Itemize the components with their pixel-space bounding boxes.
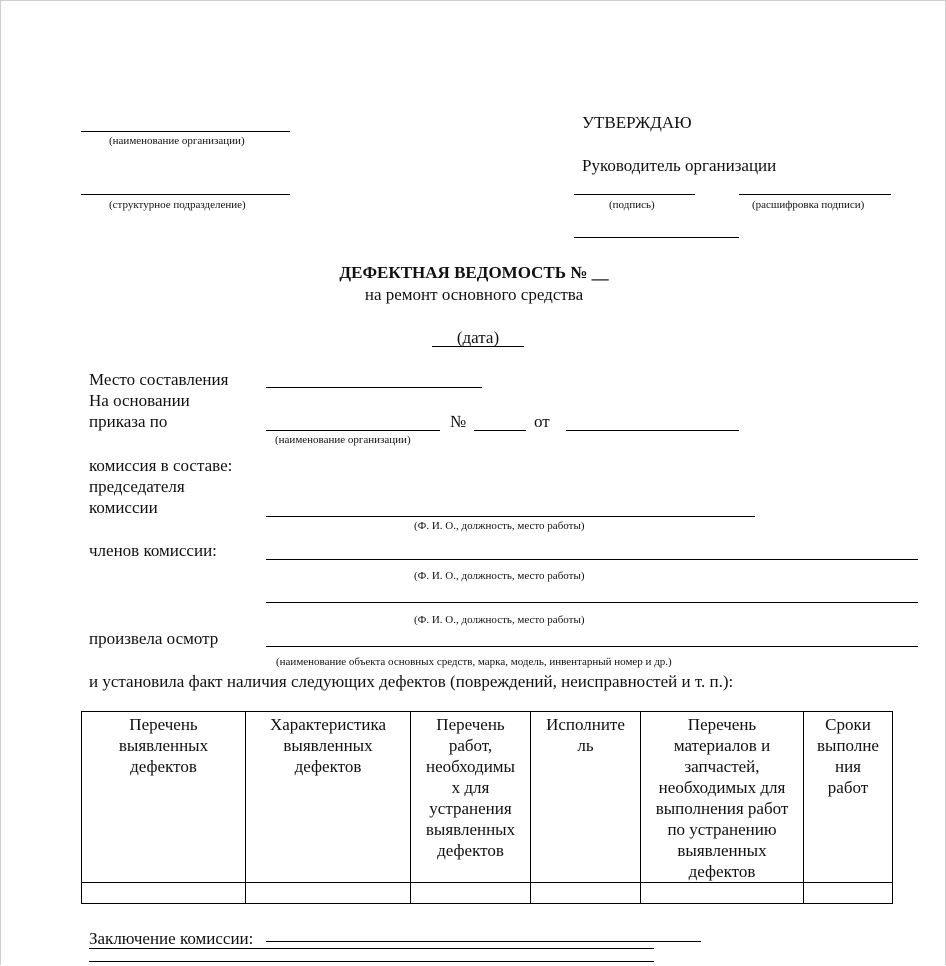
header-line: выполне xyxy=(817,736,879,755)
basis-org-line[interactable] xyxy=(266,430,440,431)
table-cell[interactable] xyxy=(804,883,893,904)
conclusion-line-1[interactable] xyxy=(266,941,701,942)
header-line: Исполните xyxy=(546,715,625,734)
signature-line[interactable] xyxy=(574,194,695,195)
dept-name-line[interactable] xyxy=(81,194,290,195)
table-cell[interactable] xyxy=(641,883,804,904)
table-row xyxy=(82,883,893,904)
dept-name-caption: (структурное подразделение) xyxy=(109,199,246,211)
conclusion-line-3[interactable] xyxy=(89,961,654,962)
commission-label: комиссия в составе: xyxy=(89,456,233,475)
header-line: запчастей, xyxy=(684,757,760,776)
col-header-executor xyxy=(531,712,641,883)
defects-table xyxy=(81,711,893,904)
inspected-object-line[interactable] xyxy=(266,646,918,647)
header-line: выявленных xyxy=(677,841,767,860)
header-line: Сроки xyxy=(825,715,871,734)
members-label: членов комиссии: xyxy=(89,541,217,560)
table-cell[interactable] xyxy=(82,883,246,904)
header-line: необходимых для xyxy=(658,778,786,797)
header-line: Перечень xyxy=(436,715,505,734)
chair-label-2: комиссии xyxy=(89,498,158,517)
header-line: устранения xyxy=(429,799,512,818)
approval-role: Руководитель организации xyxy=(582,156,777,175)
chair-fio-caption: (Ф. И. О., должность, место работы) xyxy=(414,520,585,532)
member-line-2[interactable] xyxy=(266,602,918,603)
chair-label-1: председателя xyxy=(89,477,185,496)
header-line: материалов и xyxy=(673,736,771,755)
header-line: выявленных xyxy=(425,820,516,839)
header-line: необходимы xyxy=(426,757,515,776)
header-line: дефектов xyxy=(688,862,756,881)
established-text: и установила факт наличия следующих дефектов (повреждений, неисправностей и т. п.): xyxy=(89,672,734,691)
signature-decoding-line[interactable] xyxy=(739,194,891,195)
order-number-line[interactable] xyxy=(474,430,526,431)
header-line: Перечень xyxy=(129,715,198,734)
document-date-label: (дата) xyxy=(456,328,500,347)
member-fio-caption-1: (Ф. И. О., должность, место работы) xyxy=(414,570,585,582)
table-cell[interactable] xyxy=(411,883,531,904)
col-header-works-list xyxy=(411,712,531,883)
basis-label-1: На основании xyxy=(89,391,190,410)
header-line: дефектов xyxy=(437,841,504,860)
header-line: по устранению xyxy=(667,820,777,839)
header-line: выявленных xyxy=(283,736,373,755)
inspected-label: произвела осмотр xyxy=(89,629,219,648)
header-line: дефектов xyxy=(294,757,362,776)
table-cell[interactable] xyxy=(246,883,411,904)
header-line: Перечень xyxy=(687,715,757,734)
approval-date-line[interactable] xyxy=(574,237,739,238)
place-line[interactable] xyxy=(266,387,482,388)
header-line: х для xyxy=(451,778,490,797)
conclusion-line-2[interactable] xyxy=(89,948,654,949)
header-line: выявленных xyxy=(118,736,209,755)
document-subtitle: на ремонт основного средства xyxy=(364,285,584,304)
signature-decoding-caption: (расшифровка подписи) xyxy=(752,199,865,211)
inspected-object-caption: (наименование объекта основных средств, марка, модель, инвентарный номер и др.) xyxy=(276,656,672,668)
basis-label-2: приказа по xyxy=(89,412,168,431)
header-line: ль xyxy=(577,736,594,755)
col-header-defects-list xyxy=(82,712,246,883)
conclusion-label: Заключение комиссии: xyxy=(89,929,254,948)
header-line: Характеристика xyxy=(269,715,387,734)
chair-line[interactable] xyxy=(266,516,755,517)
header-line: работ, xyxy=(448,736,493,755)
order-number-sign: № xyxy=(450,412,467,431)
signature-caption: (подпись) xyxy=(609,199,655,211)
approval-title: УТВЕРЖДАЮ xyxy=(582,113,692,132)
order-date-line[interactable] xyxy=(566,430,739,431)
col-header-materials-list xyxy=(641,712,804,883)
document-title: ДЕФЕКТНАЯ ВЕДОМОСТЬ № __ xyxy=(339,263,609,282)
col-header-deadlines xyxy=(804,712,893,883)
header-line: работ xyxy=(827,778,869,797)
member-line-1[interactable] xyxy=(266,559,918,560)
table-header-row xyxy=(82,712,893,883)
table-cell[interactable] xyxy=(531,883,641,904)
order-from-label: от xyxy=(534,412,550,431)
document-date-line[interactable] xyxy=(432,346,524,347)
header-line: ния xyxy=(834,757,861,776)
org-name-caption: (наименование организации) xyxy=(109,135,245,147)
place-label: Место составления xyxy=(89,370,229,389)
basis-org-caption: (наименование организации) xyxy=(275,434,411,446)
org-name-line[interactable] xyxy=(81,131,290,132)
member-fio-caption-2: (Ф. И. О., должность, место работы) xyxy=(414,614,585,626)
header-line: выполнения работ xyxy=(655,799,789,818)
col-header-defects-characteristic xyxy=(246,712,411,883)
header-line: дефектов xyxy=(130,757,197,776)
